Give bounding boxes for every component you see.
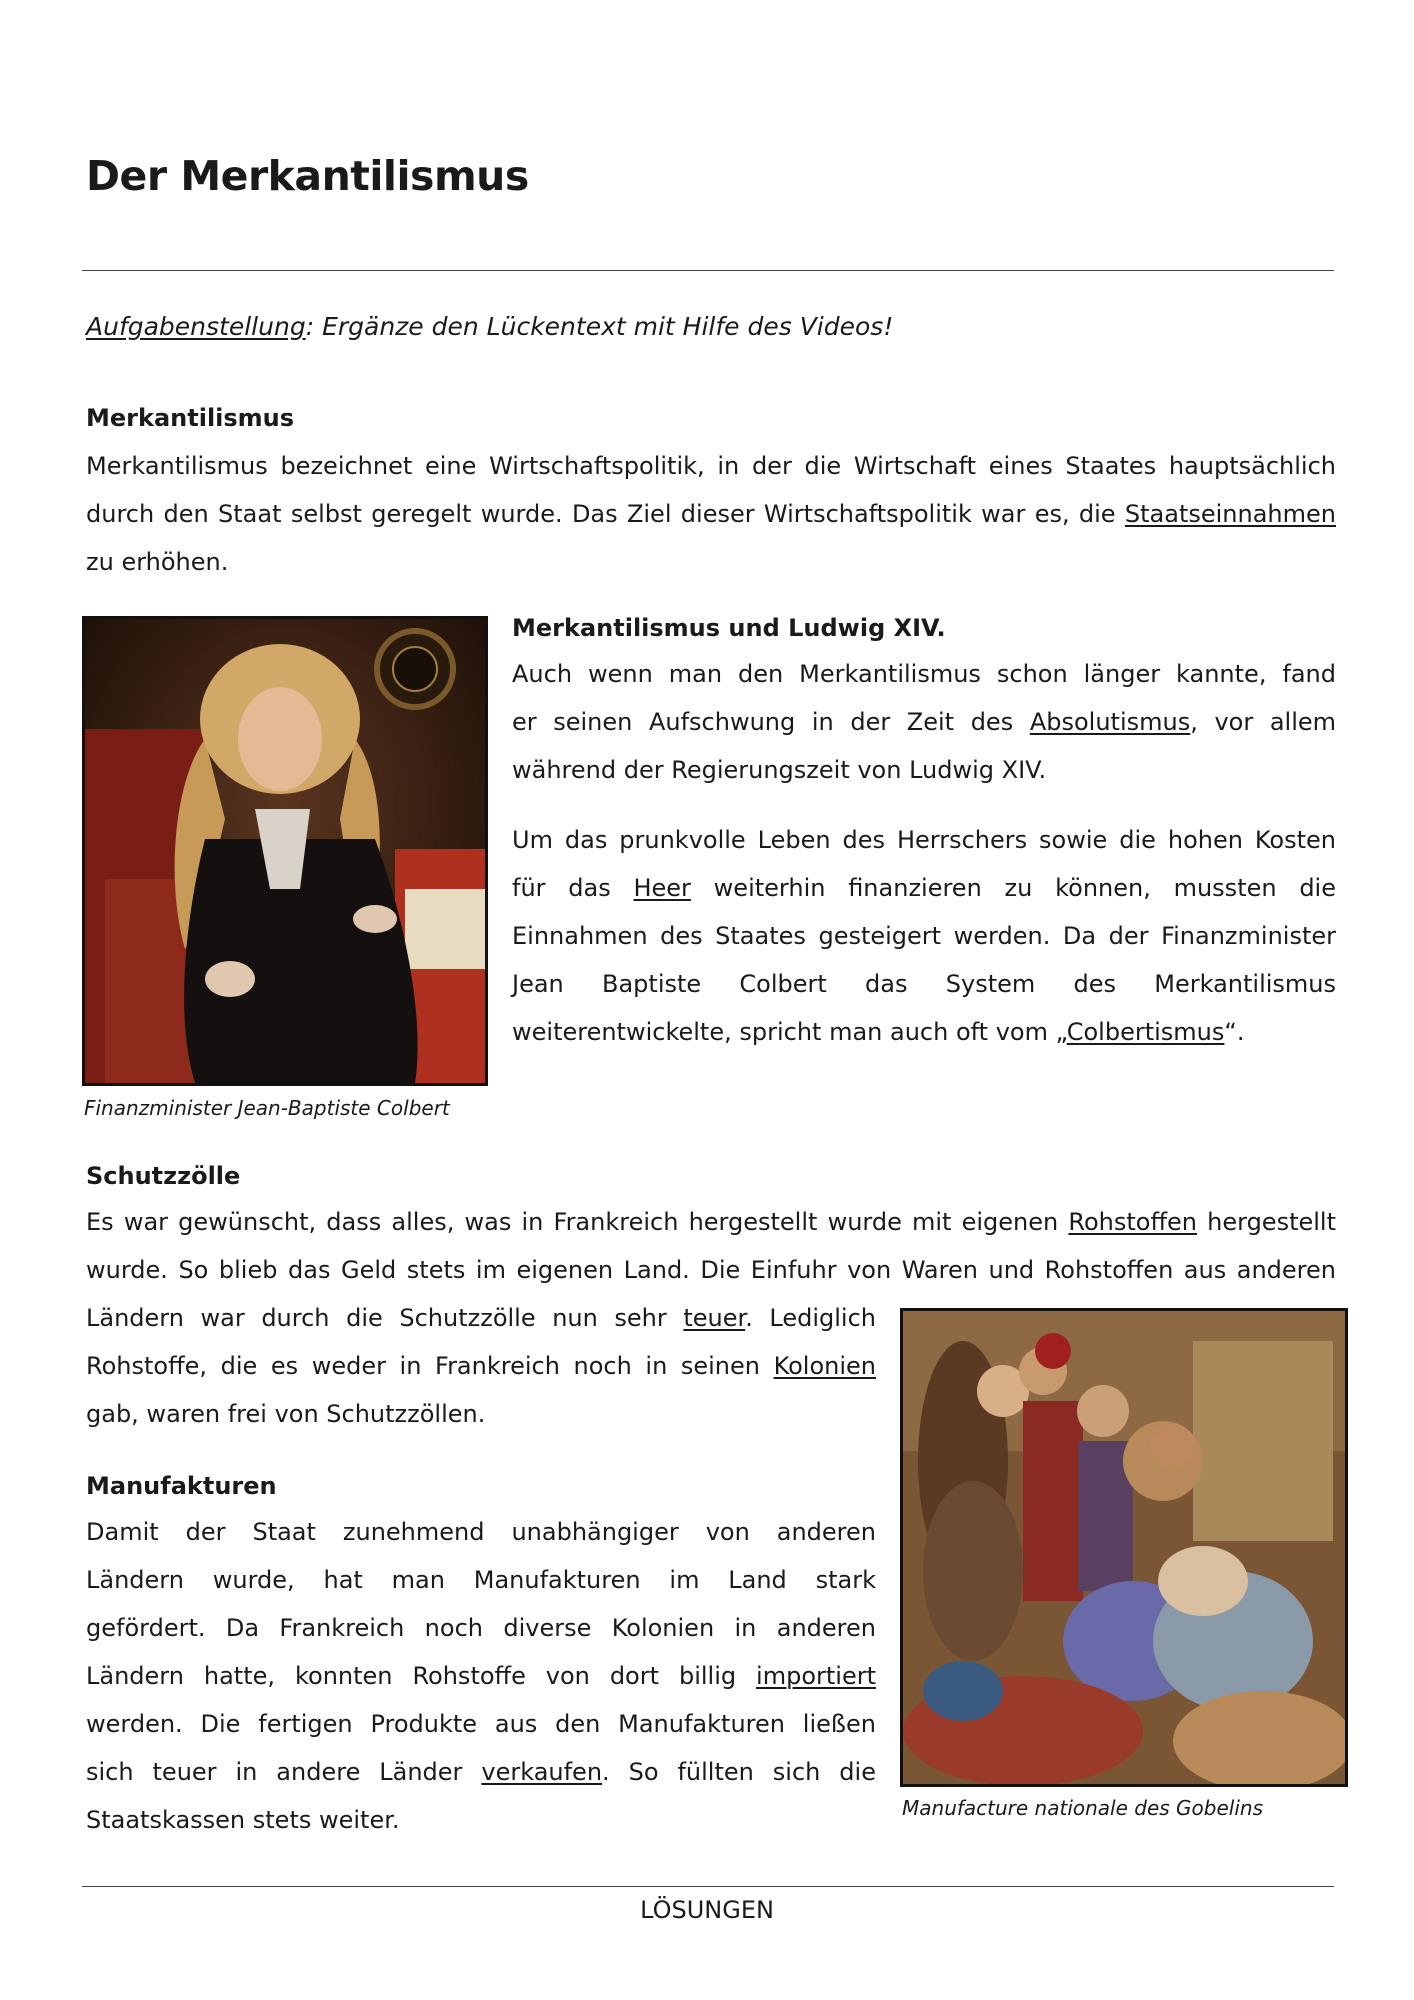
text-line (86, 1652, 876, 1700)
answer-absolutismus: Absolutismus (1029, 708, 1191, 736)
footer-label: LÖSUNGEN (640, 1896, 774, 1924)
text-line: gab, waren frei von Schutzzöllen. (86, 1400, 486, 1428)
colbert-portrait-art (85, 619, 485, 1083)
answer-kolonien: Kolonien (773, 1352, 876, 1380)
text-line: zu erhöhen. (86, 548, 229, 576)
heading-merkantilismus: Merkantilismus (86, 404, 295, 432)
text-fragment: er seinen Aufschwung in der Zeit des (512, 708, 1030, 736)
paragraph-manufakturen (86, 1508, 876, 1844)
text-fragment: sich teuer in andere Länder (86, 1758, 482, 1786)
answer-teuer: teuer (683, 1304, 746, 1332)
text-fragment: durch den Staat selbst geregelt wurde. Das Ziel dieser Wirtschaftspolitik war es, die (86, 500, 1125, 528)
answer-verkaufen: verkaufen (481, 1758, 603, 1786)
paragraph-schutzzoelle-narrow (86, 1294, 876, 1438)
text-fragment: weiterentwickelte, spricht man auch oft vom „ (512, 1018, 1067, 1046)
text-line (512, 864, 1336, 912)
task-instruction (86, 312, 893, 341)
text-fragment: “. (1224, 1018, 1245, 1046)
text-line: Jean Baptiste Colbert das System des Merkantilismus (512, 970, 1336, 998)
text-fragment: . Lediglich (745, 1304, 876, 1332)
text-fragment: . So füllten sich die (602, 1758, 876, 1786)
text-fragment: , vor allem (1190, 708, 1337, 736)
text-line: Damit der Staat zunehmend unabhängiger von anderen (86, 1518, 876, 1546)
header-divider (82, 270, 1334, 271)
heading-manufakturen: Manufakturen (86, 1472, 277, 1500)
text-line (512, 1008, 1336, 1056)
paragraph-schutzzoelle-full (86, 1198, 1336, 1294)
footer-divider (82, 1886, 1334, 1887)
text-line: Auch wenn man den Merkantilismus schon länger kannte, fand (512, 660, 1336, 688)
paragraph-ludwig-2 (512, 816, 1336, 1056)
text-line (86, 1748, 876, 1796)
text-fragment: Es war gewünscht, dass alles, was in Frankreich hergestellt wurde mit eigenen (86, 1208, 1069, 1236)
text-line (86, 490, 1336, 538)
tapestry-caption: Manufacture nationale des Gobelins (902, 1796, 1263, 1820)
text-fragment: Ländern war durch die Schutzzölle nun sehr (86, 1304, 684, 1332)
text-line: wurde. So blieb das Geld stets im eigenen Land. Die Einfuhr von Waren und Rohstoffen aus anderen (86, 1256, 1336, 1284)
answer-importiert: importiert (756, 1662, 876, 1690)
colbert-portrait-image (82, 616, 488, 1086)
answer-rohstoffen: Rohstoffen (1068, 1208, 1197, 1236)
text-fragment: weiterhin finanzieren zu können, mussten die (690, 874, 1336, 902)
answer-heer: Heer (633, 874, 691, 902)
text-line: Um das prunkvolle Leben des Herrschers sowie die hohen Kosten (512, 826, 1336, 854)
task-text: : Ergänze den Lückentext mit Hilfe des Videos! (305, 312, 894, 341)
text-line: Einnahmen des Staates gesteigert werden. Da der Finanzminister (512, 922, 1336, 950)
text-fragment: Ländern hatte, konnten Rohstoffe von dort billig (86, 1662, 757, 1690)
portrait-caption: Finanzminister Jean-Baptiste Colbert (84, 1096, 450, 1120)
text-line: Merkantilismus bezeichnet eine Wirtschaftspolitik, in der die Wirtschaft eines Staates hauptsächlich (86, 452, 1336, 480)
paragraph-ludwig-1 (512, 650, 1336, 794)
text-line (86, 1342, 876, 1390)
text-line: gefördert. Da Frankreich noch diverse Kolonien in anderen (86, 1614, 876, 1642)
text-line: Staatskassen stets weiter. (86, 1806, 400, 1834)
page-title: Der Merkantilismus (86, 152, 529, 200)
answer-staatseinnahmen: Staatseinnahmen (1124, 500, 1336, 528)
text-fragment: hergestellt (1197, 1208, 1336, 1236)
text-line: werden. Die fertigen Produkte aus den Manufakturen ließen (86, 1710, 876, 1738)
text-fragment: für das (512, 874, 634, 902)
text-line (86, 1294, 876, 1342)
text-line: während der Regierungszeit von Ludwig XIV. (512, 756, 1047, 784)
text-line: Ländern wurde, hat man Manufakturen im Land stark (86, 1566, 876, 1594)
gobelins-tapestry-art (903, 1311, 1345, 1784)
gobelins-tapestry-image (900, 1308, 1348, 1787)
task-label: Aufgabenstellung (86, 312, 306, 341)
heading-ludwig: Merkantilismus und Ludwig XIV. (512, 614, 946, 642)
heading-schutzzoelle: Schutzzölle (86, 1162, 241, 1190)
answer-colbertismus: Colbertismus (1066, 1018, 1225, 1046)
paragraph-merkantilismus (86, 442, 1336, 586)
text-fragment: Rohstoffe, die es weder in Frankreich noch in seinen (86, 1352, 774, 1380)
text-line (512, 698, 1336, 746)
text-line (86, 1198, 1336, 1246)
